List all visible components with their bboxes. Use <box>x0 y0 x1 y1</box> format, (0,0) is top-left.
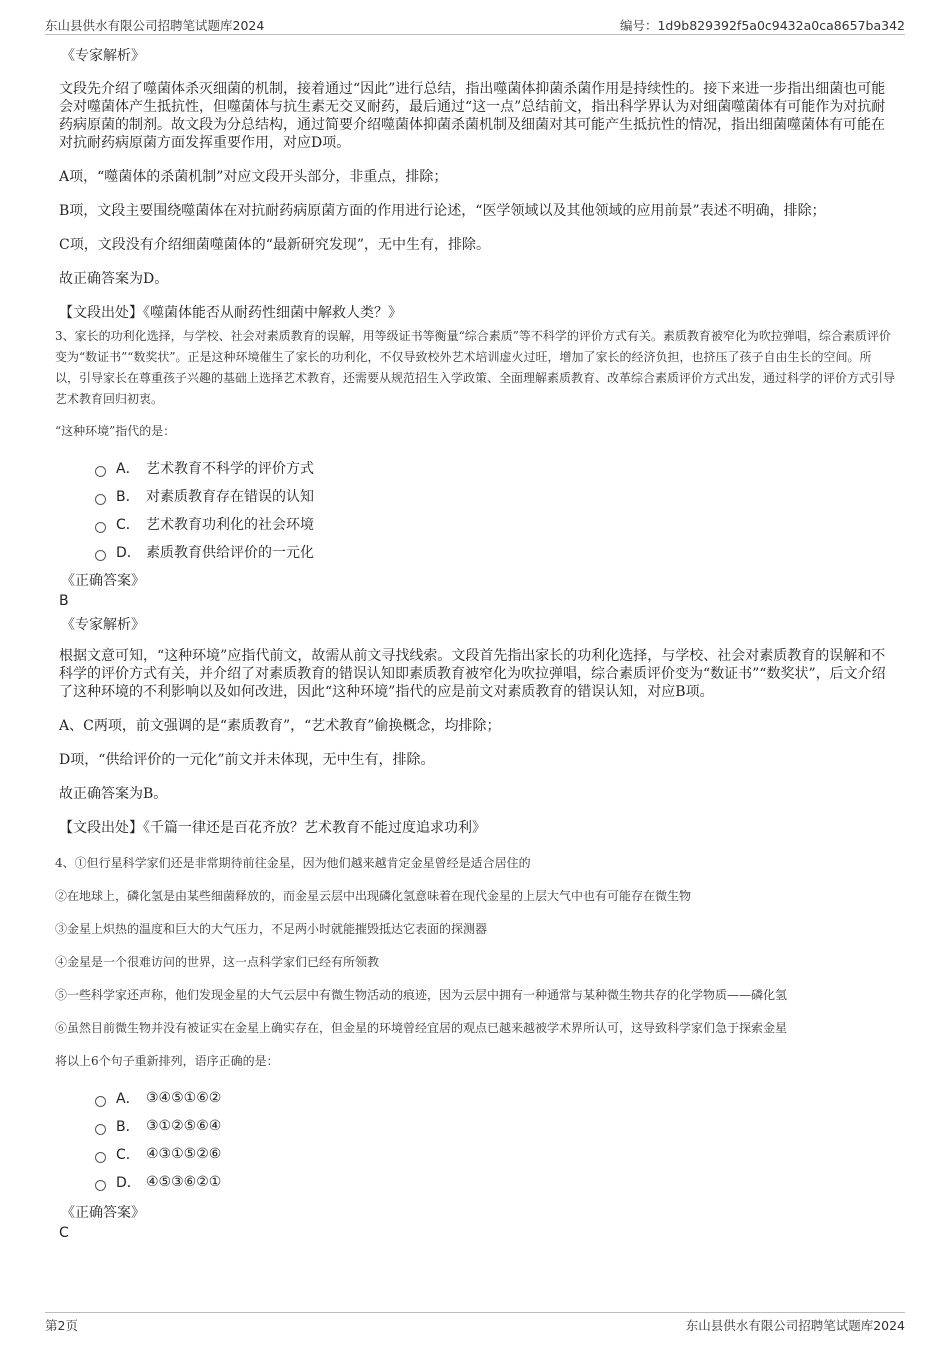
q3-analysis-ac: A、C两项，前文强调的是“素质教育”，“艺术教育”偷换概念，均排除； <box>59 718 501 734</box>
q4-option-a[interactable]: A． ③④⑤①⑥② <box>95 1084 895 1112</box>
q4-sentence-2: ②在地球上，磷化氢是由某些细菌释放的，而金星云层中出现磷化氢意味着在现代金星的上层大气中也有可能存在微生物 <box>55 889 692 903</box>
radio-icon[interactable] <box>95 466 106 477</box>
radio-icon[interactable] <box>95 1124 106 1135</box>
q4-option-d[interactable]: D． ④⑤③⑥②① <box>95 1168 895 1196</box>
q4-sentence-1: 4、①但行星科学家们还是非常期待前往金星，因为他们越来越肯定金星曾经是适合居住的 <box>55 856 531 870</box>
q2-analysis-b: B项，文段主要围绕噬菌体在对抗耐药病原菌方面的作用进行论述，“医学领域以及其他领域的应用前景”表述不明确，排除； <box>59 203 826 219</box>
q3-option-a[interactable]: A． 艺术教育不科学的评价方式 <box>95 454 895 482</box>
footer-title: 东山县供水有限公司招聘笔试题库2024 <box>685 1318 905 1333</box>
page-footer <box>45 1312 905 1335</box>
q3-stem: 3、家长的功利化选择，与学校、社会对素质教育的误解，用等级证书等衡量“综合素质”等不科学的评价方式有关。素质教育被窄化为吹拉弹唱，综合素质评价变为“数证书”“数奖状”。正是这种环境催生了家长的功利化，不仅导致校外艺术培训虚火过旺，增加了家长的经济负担，也挤压了孩子自由生长的空间。所以，引导家长在尊重孩子兴趣的基础上选择艺术教育，还需要从规范招生入学政策、全面理解素质教育、改革综合素质评价方式出发，通过科学的评价方式引导艺术教育回归初衷。 <box>55 329 896 406</box>
radio-icon[interactable] <box>95 1096 106 1107</box>
q3-analysis-label: 《专家解析》 <box>61 617 145 633</box>
q3-conclusion: 故正确答案为B。 <box>59 786 168 802</box>
q3-options <box>55 454 895 566</box>
q4-answer-label: 《正确答案》 <box>61 1205 145 1221</box>
q3-question: “这种环境”指代的是： <box>55 424 176 438</box>
radio-icon[interactable] <box>95 550 106 561</box>
q3-analysis-d: D项，“供给评价的一元化”前文并未体现，无中生有，排除。 <box>59 752 435 768</box>
q4-answer: C <box>59 1225 69 1241</box>
q3-analysis-para: 根据文意可知，“这种环境”应指代前文，故需从前文寻找线索。文段首先指出家长的功利化选择，与学校、社会对素质教育的误解和不科学的评价方式有关，并介绍了对素质教育的错误认知即素质教育被窄化为吹拉弹唱，综合素质评价变为“数证书”“数奖状”，后文介绍了这种环境的不利影响以及如何改进，因此“这种环境”指代的应是前文对素质教育的错误认知，对应B项。 <box>59 648 886 700</box>
header-title: 东山县供水有限公司招聘笔试题库2024 <box>45 18 265 33</box>
radio-icon[interactable] <box>95 494 106 505</box>
q4-sentence-3: ③金星上炽热的温度和巨大的大气压力，不足两小时就能摧毁抵达它表面的探测器 <box>55 922 488 936</box>
radio-icon[interactable] <box>95 1152 106 1163</box>
q2-analysis-label: 《专家解析》 <box>61 48 145 64</box>
q3-option-b[interactable]: B． 对素质教育存在错误的认知 <box>95 482 895 510</box>
q2-analysis-para: 文段先介绍了噬菌体杀灭细菌的机制，接着通过“因此”进行总结，指出噬菌体抑菌杀菌作用是持续性的。接下来进一步指出细菌也可能会对噬菌体产生抵抗性，但噬菌体与抗生素无交叉耐药，最后通过“这一点”总结前文，指出科学界认为对细菌噬菌体有可能作为对抗耐药病原菌的制剂。故文段为分总结构，通过简要介绍噬菌体抑菌杀菌机制及细菌对其可能产生抵抗性的情况，指出细菌噬菌体有可能在对抗耐药病原菌方面发挥重要作用，对应D项。 <box>59 81 886 151</box>
page-content <box>55 45 895 1242</box>
q3-source: 【文段出处】《千篇一律还是百花齐放？艺术教育不能过度追求功利》 <box>59 820 486 836</box>
page-header <box>45 14 905 35</box>
header-serial: 编号：1d9b829392f5a0c9432a0ca8657ba342 <box>619 18 905 33</box>
q4-sentence-6: ⑥虽然目前微生物并没有被证实在金星上确实存在，但金星的环境曾经宜居的观点已越来越被学术界所认可，这导致科学家们急于探索金星 <box>55 1021 788 1035</box>
q4-sentence-4: ④金星是一个很难访问的世界，这一点科学家们已经有所领教 <box>55 955 380 969</box>
q3-answer: B <box>59 593 69 609</box>
q2-analysis-a: A项，“噬菌体的杀菌机制”对应文段开头部分，非重点，排除； <box>59 169 448 185</box>
radio-icon[interactable] <box>95 522 106 533</box>
q2-conclusion: 故正确答案为D。 <box>59 271 169 287</box>
radio-icon[interactable] <box>95 1180 106 1191</box>
q3-option-d[interactable]: D． 素质教育供给评价的一元化 <box>95 538 895 566</box>
q4-options <box>55 1084 895 1196</box>
q4-sentence-5: ⑤一些科学家还声称，他们发现金星的大气云层中有微生物活动的痕迹，因为云层中拥有一种通常与某种微生物共存的化学物质——磷化氢 <box>55 988 788 1002</box>
q3-option-c[interactable]: C． 艺术教育功利化的社会环境 <box>95 510 895 538</box>
q4-option-c[interactable]: C． ④③①⑤②⑥ <box>95 1140 895 1168</box>
q2-analysis-c: C项，文段没有介绍细菌噬菌体的“最新研究发现”，无中生有，排除。 <box>59 237 491 253</box>
q3-answer-label: 《正确答案》 <box>61 573 145 589</box>
page-number: 第2页 <box>45 1318 78 1333</box>
q2-source: 【文段出处】《噬菌体能否从耐药性细菌中解救人类？》 <box>59 305 402 321</box>
q4-question: 将以上6个句子重新排列，语序正确的是： <box>55 1054 279 1068</box>
q4-option-b[interactable]: B． ③①②⑤⑥④ <box>95 1112 895 1140</box>
